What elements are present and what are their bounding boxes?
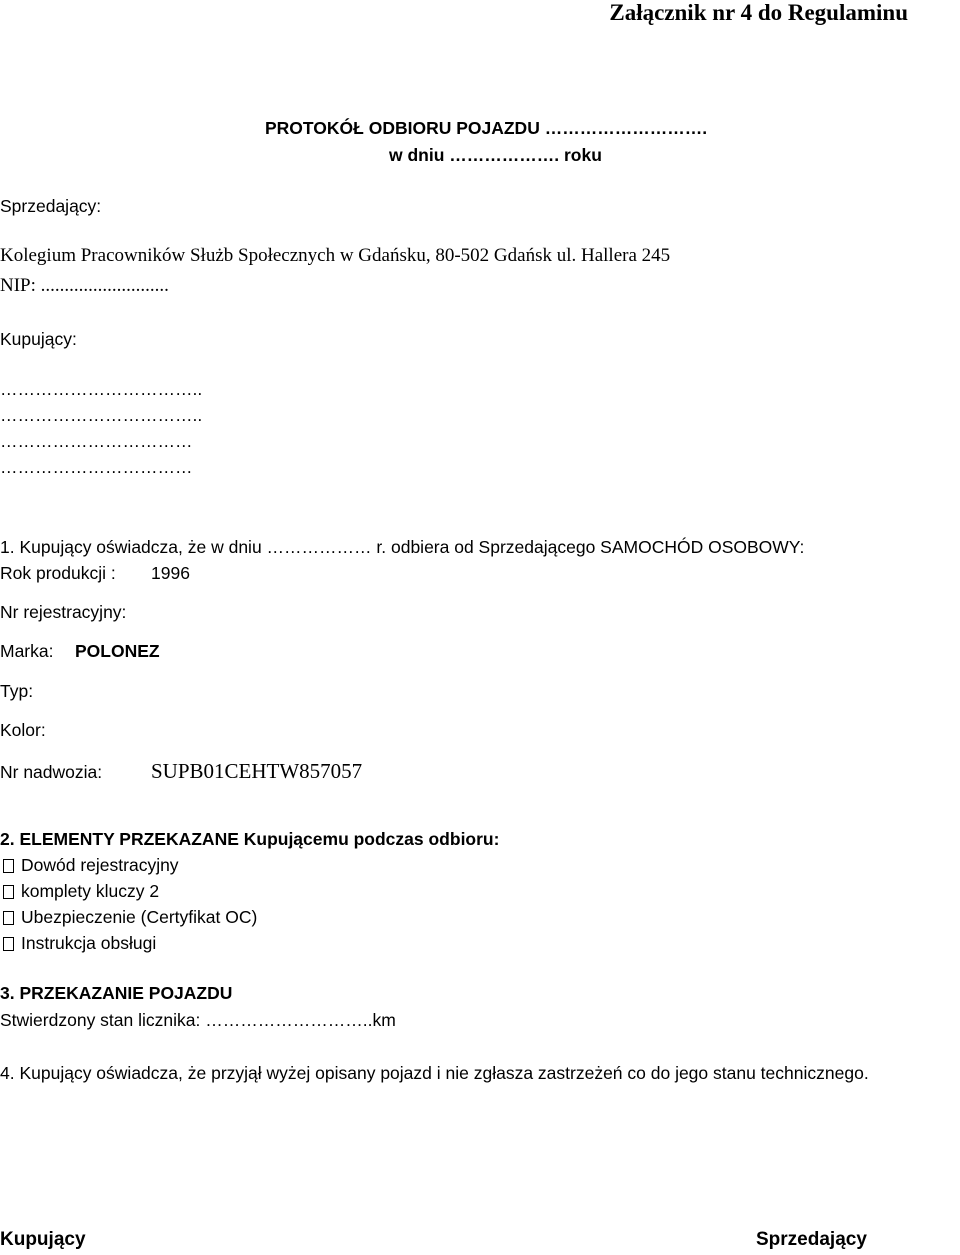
buyer-signature-label: Kupujący: [0, 1229, 86, 1250]
field-value: POLONEZ: [75, 641, 160, 661]
list-item-label: komplety kluczy 2: [21, 881, 160, 901]
odometer-line: Stwierdzony stan licznika: ………………………..km: [0, 1010, 396, 1030]
list-item-label: Ubezpieczenie (Certyfikat OC): [21, 907, 258, 927]
buyer-line-1: ……………………………..: [0, 379, 203, 399]
checkbox-icon: [3, 885, 14, 899]
seller-label: Sprzedający:: [0, 196, 102, 216]
checkbox-icon: [3, 859, 14, 873]
buyer-line-2: ……………………………..: [0, 405, 203, 425]
list-item: [0, 933, 156, 954]
section2-title: 2. ELEMENTY PRZEKAZANE Kupującemu podczas odbioru:: [0, 829, 500, 849]
list-item: [0, 907, 257, 928]
seller-address: Kolegium Pracowników Służb Społecznych w Gdańsku, 80-502 Gdańsk ul. Hallera 245: [0, 245, 671, 266]
field-registration-number: [0, 602, 126, 623]
document-title: Załącznik nr 4 do Regulaminu: [609, 0, 908, 25]
list-item-label: Instrukcja obsługi: [21, 933, 157, 953]
field-value: 1996: [151, 563, 190, 583]
protocol-date-line: w dniu ………………. roku: [389, 145, 602, 165]
field-label: Nr rejestracyjny:: [0, 602, 127, 622]
checkbox-icon: [3, 911, 14, 925]
seller-nip: NIP: ...........................: [0, 275, 169, 296]
checkbox-icon: [3, 937, 14, 951]
seller-signature-label: Sprzedający: [756, 1229, 867, 1250]
buyer-label: Kupujący:: [0, 329, 77, 349]
field-label: Kolor:: [0, 720, 46, 740]
field-color: [0, 720, 46, 741]
field-production-year: [0, 563, 190, 584]
field-label: Rok produkcji :: [0, 563, 116, 583]
field-label: Typ:: [0, 681, 34, 701]
field-type: [0, 681, 33, 702]
field-label: Marka:: [0, 641, 54, 661]
list-item-label: Dowód rejestracyjny: [21, 855, 179, 875]
buyer-line-3: ……………………………: [0, 431, 193, 451]
list-item: [0, 881, 159, 902]
section3-title: 3. PRZEKAZANIE POJAZDU: [0, 983, 233, 1003]
vin-value: SUPB01CEHTW857057: [151, 759, 363, 783]
section1-statement: 1. Kupujący oświadcza, że w dniu ……………… r. odbiera od Sprzedającego SAMOCHÓD OSOBOWY:: [0, 537, 805, 557]
field-label: Nr nadwozia:: [0, 762, 103, 782]
buyer-line-4: ……………………………: [0, 457, 193, 477]
section4-statement: 4. Kupujący oświadcza, że przyjął wyżej opisany pojazd i nie zgłasza zastrzeżeń co do jego stanu technicznego.: [0, 1063, 869, 1083]
protocol-heading: PROTOKÓŁ ODBIORU POJAZDU ……………………….: [265, 118, 708, 138]
field-body-number: [0, 762, 102, 783]
list-item: [0, 855, 179, 876]
field-brand: [0, 641, 160, 662]
